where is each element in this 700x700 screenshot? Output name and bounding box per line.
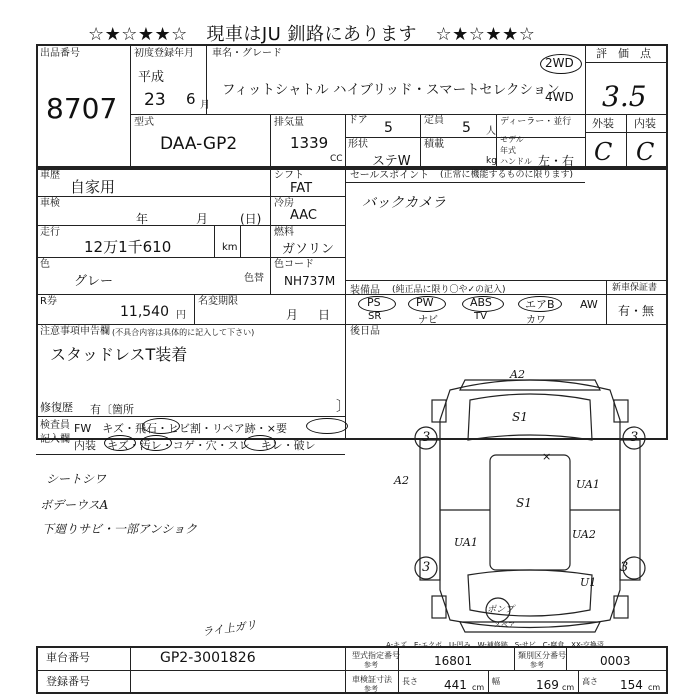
inspection-month-unit: 月 [196,212,209,226]
tire-rear-left: 3 [422,560,431,575]
drive-4wd: 4WD [545,90,574,104]
width-value: 169 [536,678,559,692]
doors-value: 5 [384,120,393,136]
warranty-value: 有・無 [618,304,655,318]
fuel-label: 燃料 [274,227,294,238]
type-designation-sub: 参考 [364,661,378,669]
dealer-label: ディーラー・並行 [500,117,572,127]
check-circle-stain [140,435,172,451]
hand-note-2: ボデーウスA [40,498,109,512]
length-unit: cm [472,683,485,692]
height-unit: cm [648,683,661,692]
dims-label: 車検証寸法 [352,675,392,684]
mileage-value: 12万1千610 [84,238,172,256]
color-change-label: 色替 [244,273,264,284]
diag-mark-u1: U1 [580,576,597,589]
type-designation-value: 16801 [434,654,473,668]
equip-ps: PS [367,296,381,309]
interior-value: C [636,138,655,166]
equip-sr: SR [368,311,382,322]
exterior-value: C [594,138,613,166]
equip-airbag: エアB [525,298,555,311]
repair-value: 有〔箇所 [90,403,134,416]
width-unit: cm [562,683,575,692]
banner: ☆★☆★★☆ 現車はJU 釧路にあります ☆★☆★★☆ [88,24,536,45]
shift-label: シフト [274,170,304,181]
reg-year: 23 [144,90,166,110]
usage-value: 自家用 [70,178,116,196]
inspection-year-unit: 年 [136,212,149,226]
spare-tire-note: ポンプ [487,605,515,615]
displacement-label: 排気量 [274,117,304,128]
check-label-1: 検査員 [40,420,70,431]
notes-value: スタッドレスT装着 [50,345,188,364]
check-circle-scratch [142,418,180,434]
notes-sub: (不具合内容は具体的に記入して下さい) [112,328,255,337]
tire-front-right: 3 [630,430,639,445]
era: 平成 [138,70,165,85]
handle-options: 左・右 [538,154,575,168]
diag-mark-ua2: UA2 [572,528,596,541]
handle-label: ハンドル [500,157,532,166]
hand-note-1: シートシワ [46,472,107,486]
equipment-label: 装備品 [350,285,380,296]
diag-mark-s1-roof: S1 [512,410,528,424]
rear-items-label: 後日品 [350,326,380,337]
chassis-label: 車台番号 [46,651,90,664]
sales-point-label: セールスポイント [350,170,430,181]
shape-value: ステW [372,154,411,169]
tire-rear-right: 3 [620,560,629,575]
damage-legend: A-キズ E-エクボ U-凹み W-補修跡 S-サビ C-腐食 XX-交換済 [386,641,604,649]
equip-tv: TV [474,311,487,322]
color-code-value: NH737M [284,274,336,288]
type-designation-label: 型式指定番号 [352,651,400,660]
chassis-value: GP2-3001826 [160,650,256,666]
height-value: 154 [620,678,643,692]
recycle-unit: 円 [176,310,186,321]
lot-number: 8707 [46,92,118,125]
model-year-label: モデル年式 [500,135,524,155]
mileage-label: 走行 [40,227,60,238]
category-sub: 参考 [530,661,544,669]
reg-no-label: 登録番号 [46,675,90,688]
height-label: 高さ [582,677,598,686]
length-value: 441 [444,678,467,692]
hand-note-4: ライ上ガリ [201,618,258,639]
model-value: DAA-GP2 [160,134,238,154]
inspection-label: 車検 [40,198,60,209]
usage-label: 車歴 [40,170,60,181]
equipment-note: (純正品に限り〇や✓の記入) [392,285,506,295]
reg-month: 6 [186,90,196,108]
car-name-label: 車名・グレード [212,48,282,59]
sales-point-value: バックカメラ [362,195,446,211]
check-row-2: 内装 キズ・汚レ・コゲ・穴・スレ キレ・破レ [74,439,316,452]
model-label: 型式 [134,117,154,128]
score-label: 評 価 点 [596,47,651,60]
name-change-label: 名変期限 [198,296,238,307]
sales-point-note: (正常に機能するものに限ります) [440,170,574,180]
check-circle-int-scratch [104,435,136,451]
reg-month-unit: 月 [200,100,210,111]
mileage-unit: km [222,242,238,253]
diag-mark-a2-left: A2 [394,474,409,487]
repair-label: 修復歴 [40,401,73,414]
category-label: 類別区分番号 [518,651,566,660]
car-name: フィットシャトル ハイブリッド・スマートセレクション [222,82,560,98]
equip-leather: カワ [526,315,546,326]
ac-value: AAC [290,208,317,223]
recycle-value: 11,540 [120,304,169,320]
diag-mark-x: × [542,450,552,463]
recycle-label: R券 [40,296,57,307]
equip-aw: AW [580,298,598,311]
first-reg-label: 初度登録年月 [134,48,194,59]
length-label: 長さ [402,677,418,686]
check-label-2: 記入欄 [40,434,70,445]
drive-2wd: 2WD [545,56,574,70]
tire-front-left: 3 [422,430,431,445]
displacement-unit: CC [330,154,343,164]
load-label: 積載 [424,139,444,150]
check-circle-x [306,418,348,434]
hand-note-3: 下廻りサビ・一部アンショク [42,522,197,536]
notes-label: 注意事項申告欄 [40,326,110,337]
doors-label: ドア [348,115,368,126]
lot-label: 出品番号 [40,48,80,59]
shift-value: FAT [290,181,313,196]
name-change-month: 月 [286,308,299,322]
check-row-1: FW キズ・飛石・ヒビ割・リペア跡・×要 [74,422,287,435]
displacement-value: 1339 [290,134,329,152]
score-value: 3.5 [602,80,647,113]
fuel-value: ガソリン [282,242,335,257]
color-label: 色 [40,259,50,270]
dims-sub: 参考 [364,685,378,693]
shape-label: 形状 [348,139,368,150]
interior-label: 内装 [634,117,656,130]
diag-mark-s1-center: S1 [516,496,532,510]
name-change-day: 日 [318,308,331,322]
color-code-label: 色コード [274,259,314,270]
inspection-day-unit: (日) [240,212,262,226]
equip-pw: PW [416,296,434,309]
spare-label: スペア [494,621,515,629]
repair-close-bracket: 〕 [336,399,350,415]
equip-navi: ナビ [418,315,438,326]
exterior-label: 外装 [592,117,614,130]
diag-mark-a2-top: A2 [510,368,525,381]
equip-abs: ABS [470,296,492,309]
check-circle-wear [244,435,276,451]
color-value: グレー [74,274,114,289]
capacity-label: 定員 [424,115,444,126]
capacity-value: 5 [462,120,471,136]
ac-label: 冷房 [274,198,294,209]
category-value: 0003 [600,654,631,668]
diag-mark-ua1-right: UA1 [576,478,600,491]
load-unit: kg [486,156,497,166]
warranty-label: 新車保証書 [612,283,658,293]
capacity-unit: 人 [486,126,496,137]
diag-mark-ua1-left: UA1 [454,536,478,549]
width-label: 幅 [492,677,500,686]
